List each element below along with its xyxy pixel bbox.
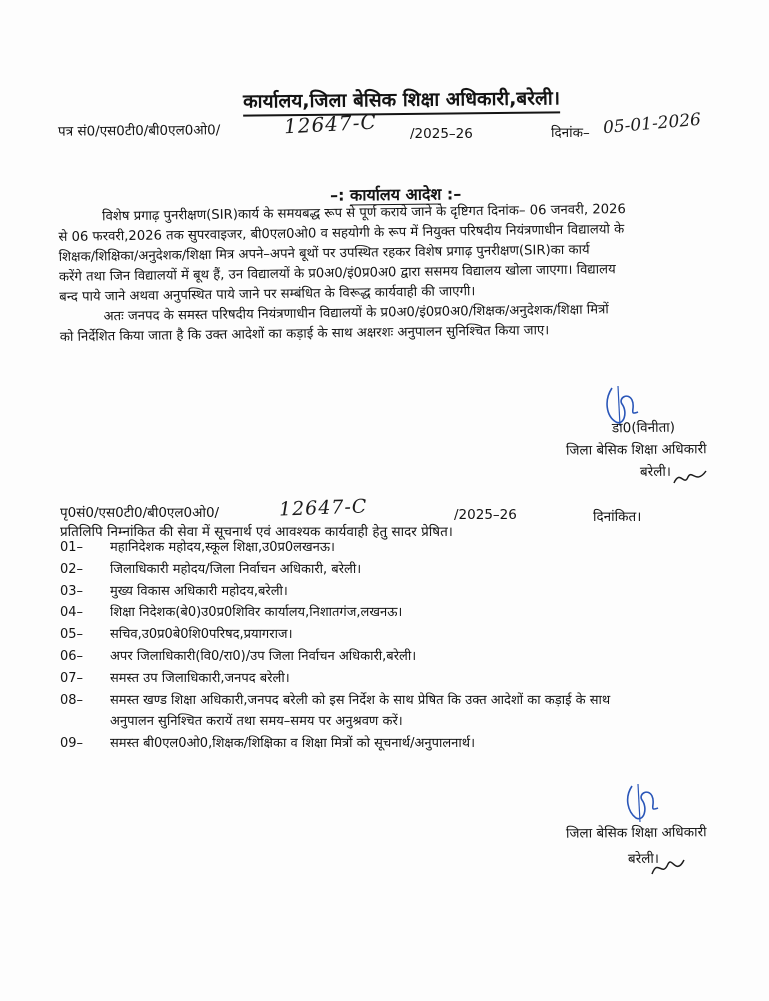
signer-name: डा0(विनीता) xyxy=(611,419,676,437)
order-title-prefix: –: xyxy=(329,185,345,205)
list-text: महानिदेशक महोदय,स्कूल शिक्षा,उ0प्र0लखनऊ। xyxy=(110,540,335,555)
list-item xyxy=(60,624,760,646)
list-number: 08– xyxy=(60,692,84,708)
list-number: 01– xyxy=(60,540,84,555)
list-item xyxy=(60,646,760,668)
list-item-continuation xyxy=(60,711,760,733)
list-item xyxy=(60,537,760,559)
list-number: 07– xyxy=(60,670,84,686)
order-title-text: कार्यालय आदेश xyxy=(349,184,442,205)
list-number: 06– xyxy=(60,648,84,664)
initials-scribble-2 xyxy=(648,852,688,882)
order-title-suffix: :– xyxy=(446,184,462,204)
list-text: समस्त उप जिलाधिकारी,जनपद बरेली। xyxy=(110,670,290,686)
letter-reference xyxy=(58,120,220,139)
list-text: समस्त खण्ड शिक्षा अधिकारी,जनपद बरेली को इस निर्देश के साथ प्रेषित कि उक्त आदेशों का कड़ाई के साथ xyxy=(110,692,611,708)
copy-intro: प्रतिलिपि निम्नांकित की सेवा में सूचनार्थ एवं आवश्यक कार्यवाही हेतु सादर प्रेषित। xyxy=(60,524,453,540)
signer-designation: जिला बेसिक शिक्षा अधिकारी xyxy=(565,441,707,459)
handwritten-copy-number: 12647-C xyxy=(278,495,368,521)
copy-dated-label: दिनांकित। xyxy=(593,509,642,525)
list-item xyxy=(60,733,760,755)
list-number: 09– xyxy=(60,736,84,752)
paragraph-line: को निर्देशित किया जाता है कि उक्त आदेशों का कड़ाई के साथ अक्षरशः अनुपालन सुनिश्चित किया जाए। xyxy=(59,323,550,345)
list-number: 03– xyxy=(60,583,84,599)
list-text: समस्त बी0एल0ओ0,शिक्षक/शिक्षिका व शिक्षा मित्रों को सूचनार्थ/अनुपालनार्थ। xyxy=(110,736,475,752)
paragraph-line: विशेष प्रगाढ़ पुनरीक्षण(SIR)कार्य के समयबद्ध रूप से पूर्ण कराये जाने के दृष्टिगत दिनांक– 06 जनवरी, 2026 xyxy=(102,202,626,225)
letter-session: /2025–26 xyxy=(410,126,473,142)
office-title: कार्यालय,जिला बेसिक शिक्षा अधिकारी,बरेली। xyxy=(243,84,560,116)
letter-ref-prefix: पत्र सं0/एस0टी0/बी0एल0ओ0/ xyxy=(57,122,221,140)
signature-scribble-2 xyxy=(620,780,666,826)
list-text: जिलाधिकारी महोदय/जिला निर्वाचन अधिकारी, बरेली। xyxy=(110,561,362,577)
handwritten-letter-number: 12647-C xyxy=(283,109,378,139)
list-item xyxy=(60,559,760,581)
list-text: अनुपालन सुनिश्चित करायें तथा समय–समय पर अनुश्रवण करें। xyxy=(110,714,403,730)
list-item xyxy=(60,668,760,690)
initials-scribble-1 xyxy=(670,465,710,491)
paragraph-line: से 06 फरवरी,2026 तक सुपरवाइजर, बी0एल0ओ0 व सहयोगी के रूप में नियुक्त परिषदीय नियंत्रणाधीन विद्यालयो के xyxy=(58,222,625,245)
list-item xyxy=(60,602,760,624)
list-item xyxy=(60,690,760,712)
paragraph-line: करेंगे तथा जिन विद्यालयों में बूथ हैं, उन विद्यालयों के प्र0अ0/इं0प्र0अ0 द्वारा ससमय विद्यालय खोला जाएगा। विद्यालय xyxy=(58,262,616,285)
list-number: 02– xyxy=(60,561,84,577)
signer-place: बरेली। xyxy=(639,463,672,481)
list-text: सचिव,उ0प्र0बे0शि0परिषद,प्रयागराज। xyxy=(110,627,293,643)
paragraph-line: अतः जनपद के समस्त परिषदीय नियंत्रणाधीन विद्यालयों के प्र0अ0/इं0प्र0अ0/शिक्षक/अनुदेशक/शिक्षा मित्रों xyxy=(103,302,609,325)
signer-designation-2: जिला बेसिक शिक्षा अधिकारी xyxy=(565,824,707,842)
handwritten-date: 05-01-2026 xyxy=(602,109,702,139)
order-body xyxy=(58,198,760,348)
paragraph-line: बन्द पाये जाने अथवा अनुपस्थित पाये जाने पर सम्बंधित के विरूद्ध कार्यवाही की जाएगी। xyxy=(59,284,476,305)
list-text: शिक्षा निदेशक(बे0)उ0प्र0शिविर कार्यालय,निशातगंज,लखनऊ। xyxy=(110,605,403,621)
date-label: दिनांक– xyxy=(551,125,590,141)
signer-place-2: बरेली। xyxy=(627,850,660,868)
list-item xyxy=(60,581,760,603)
recipient-list xyxy=(60,537,760,755)
list-text: मुख्य विकास अधिकारी महोदय,बरेली। xyxy=(110,583,288,599)
list-number: 05– xyxy=(60,627,84,643)
copy-ref-prefix: पृ0सं0/एस0टी0/बी0एल0ओ0/ xyxy=(60,505,220,521)
paragraph-line: शिक्षक/शिक्षिका/अनुदेशक/शिक्षा मित्र अपने–अपने बूथों पर उपस्थित रहकर विशेष प्रगाढ़ पुनरीक्षण(SIR)का कार्य xyxy=(58,242,590,265)
list-text: अपर जिलाधिकारी(वि0/रा0)/उप जिला निर्वाचन अधिकारी,बरेली। xyxy=(110,648,417,664)
list-number: 04– xyxy=(60,605,84,621)
copy-session: /2025–26 xyxy=(454,507,517,523)
